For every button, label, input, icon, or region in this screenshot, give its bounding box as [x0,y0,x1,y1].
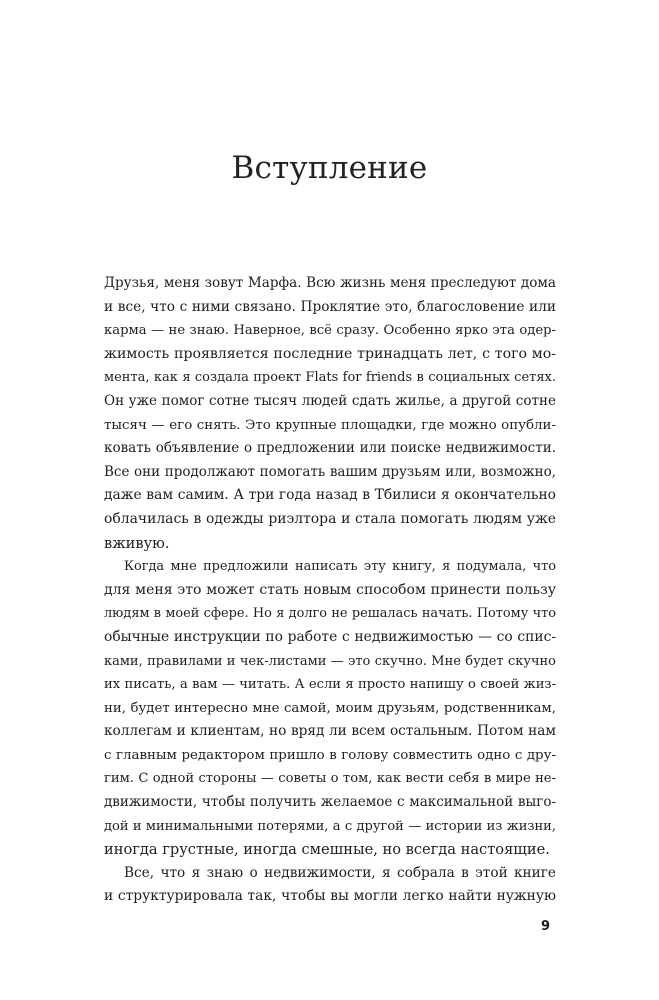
text-line: обычные инструкции по работе с недвижимостью — со спис- [104,628,556,645]
text-line: вживую. [104,534,170,552]
text-line: даже вам самим. А три года назад в Тбилиси я окончательно [104,487,556,504]
text-line: ками, правилами и чек-листами — это скучно. Мне будет скучно [104,653,556,669]
text-line: Все, что я знаю о недвижимости, я собрала в этой книге [124,864,556,881]
text-line: ни, будет интересно мне самой, моим друзьям, родственникам, [104,700,556,716]
paragraph [104,862,556,909]
text-line: иногда грустные, иногда смешные, но всегда настоящие. [104,841,550,859]
text-line: движимости, чтобы получить желаемое с максимальной выго- [104,794,556,811]
text-line: Когда мне предложили написать эту книгу, я подумала, что [124,559,556,575]
paragraph [104,272,556,555]
text-line: облачилась в одежды риэлтора и стала помогать людям уже [104,510,556,527]
text-line: Все они продолжают помогать вашим друзьям или, возможно, [104,463,556,480]
paragraph [104,555,556,862]
text-line: для меня это может стать новым способом принести пользу [104,581,556,598]
text-line: Он уже помог сотне тысяч людей сдать жилье, а другой сотне [104,392,556,409]
text-line: гим. С одной стороны — советы о том, как вести себя в мире не- [104,771,556,787]
text-line: Друзья, меня зовут Марфа. Всю жизнь меня преследуют дома [104,275,556,291]
text-line: людям в моей сфере. Но я долго не решалась начать. Потому что [104,606,556,622]
text-line: с главным редактором пришло в голову совместить одно с дру- [104,747,556,763]
text-line: карма — не знаю. Наверное, всё сразу. Особенно ярко эта одер- [104,323,556,339]
text-line: их писать, а вам — читать. А если я просто напишу о своей жиз- [104,677,556,693]
text-line: ковать объявление о предложении или поиске недвижимости. [104,440,556,457]
text-line: жимость проявляется последние тринадцать лет, с того мо- [104,345,556,362]
page-number: 9 [541,919,551,934]
chapter-title: Вступление [231,150,428,186]
text-line: дой и минимальными потерями, а с другой — истории из жизни, [104,818,556,834]
text-line: и структурировала так, чтобы вы могли легко найти нужную [104,888,556,905]
text-line: и все, что с ними связано. Проклятие это, благословение или [104,298,556,315]
chapter-body [104,272,556,909]
text-line: тысяч — его снять. Это крупные площадки, где можно опубли- [104,417,556,433]
text-line: мента, как я создала проект Flats for friends в социальных сетях. [104,370,556,386]
text-line: коллегам и клиентам, но вряд ли всем остальным. Потом нам [104,723,556,740]
